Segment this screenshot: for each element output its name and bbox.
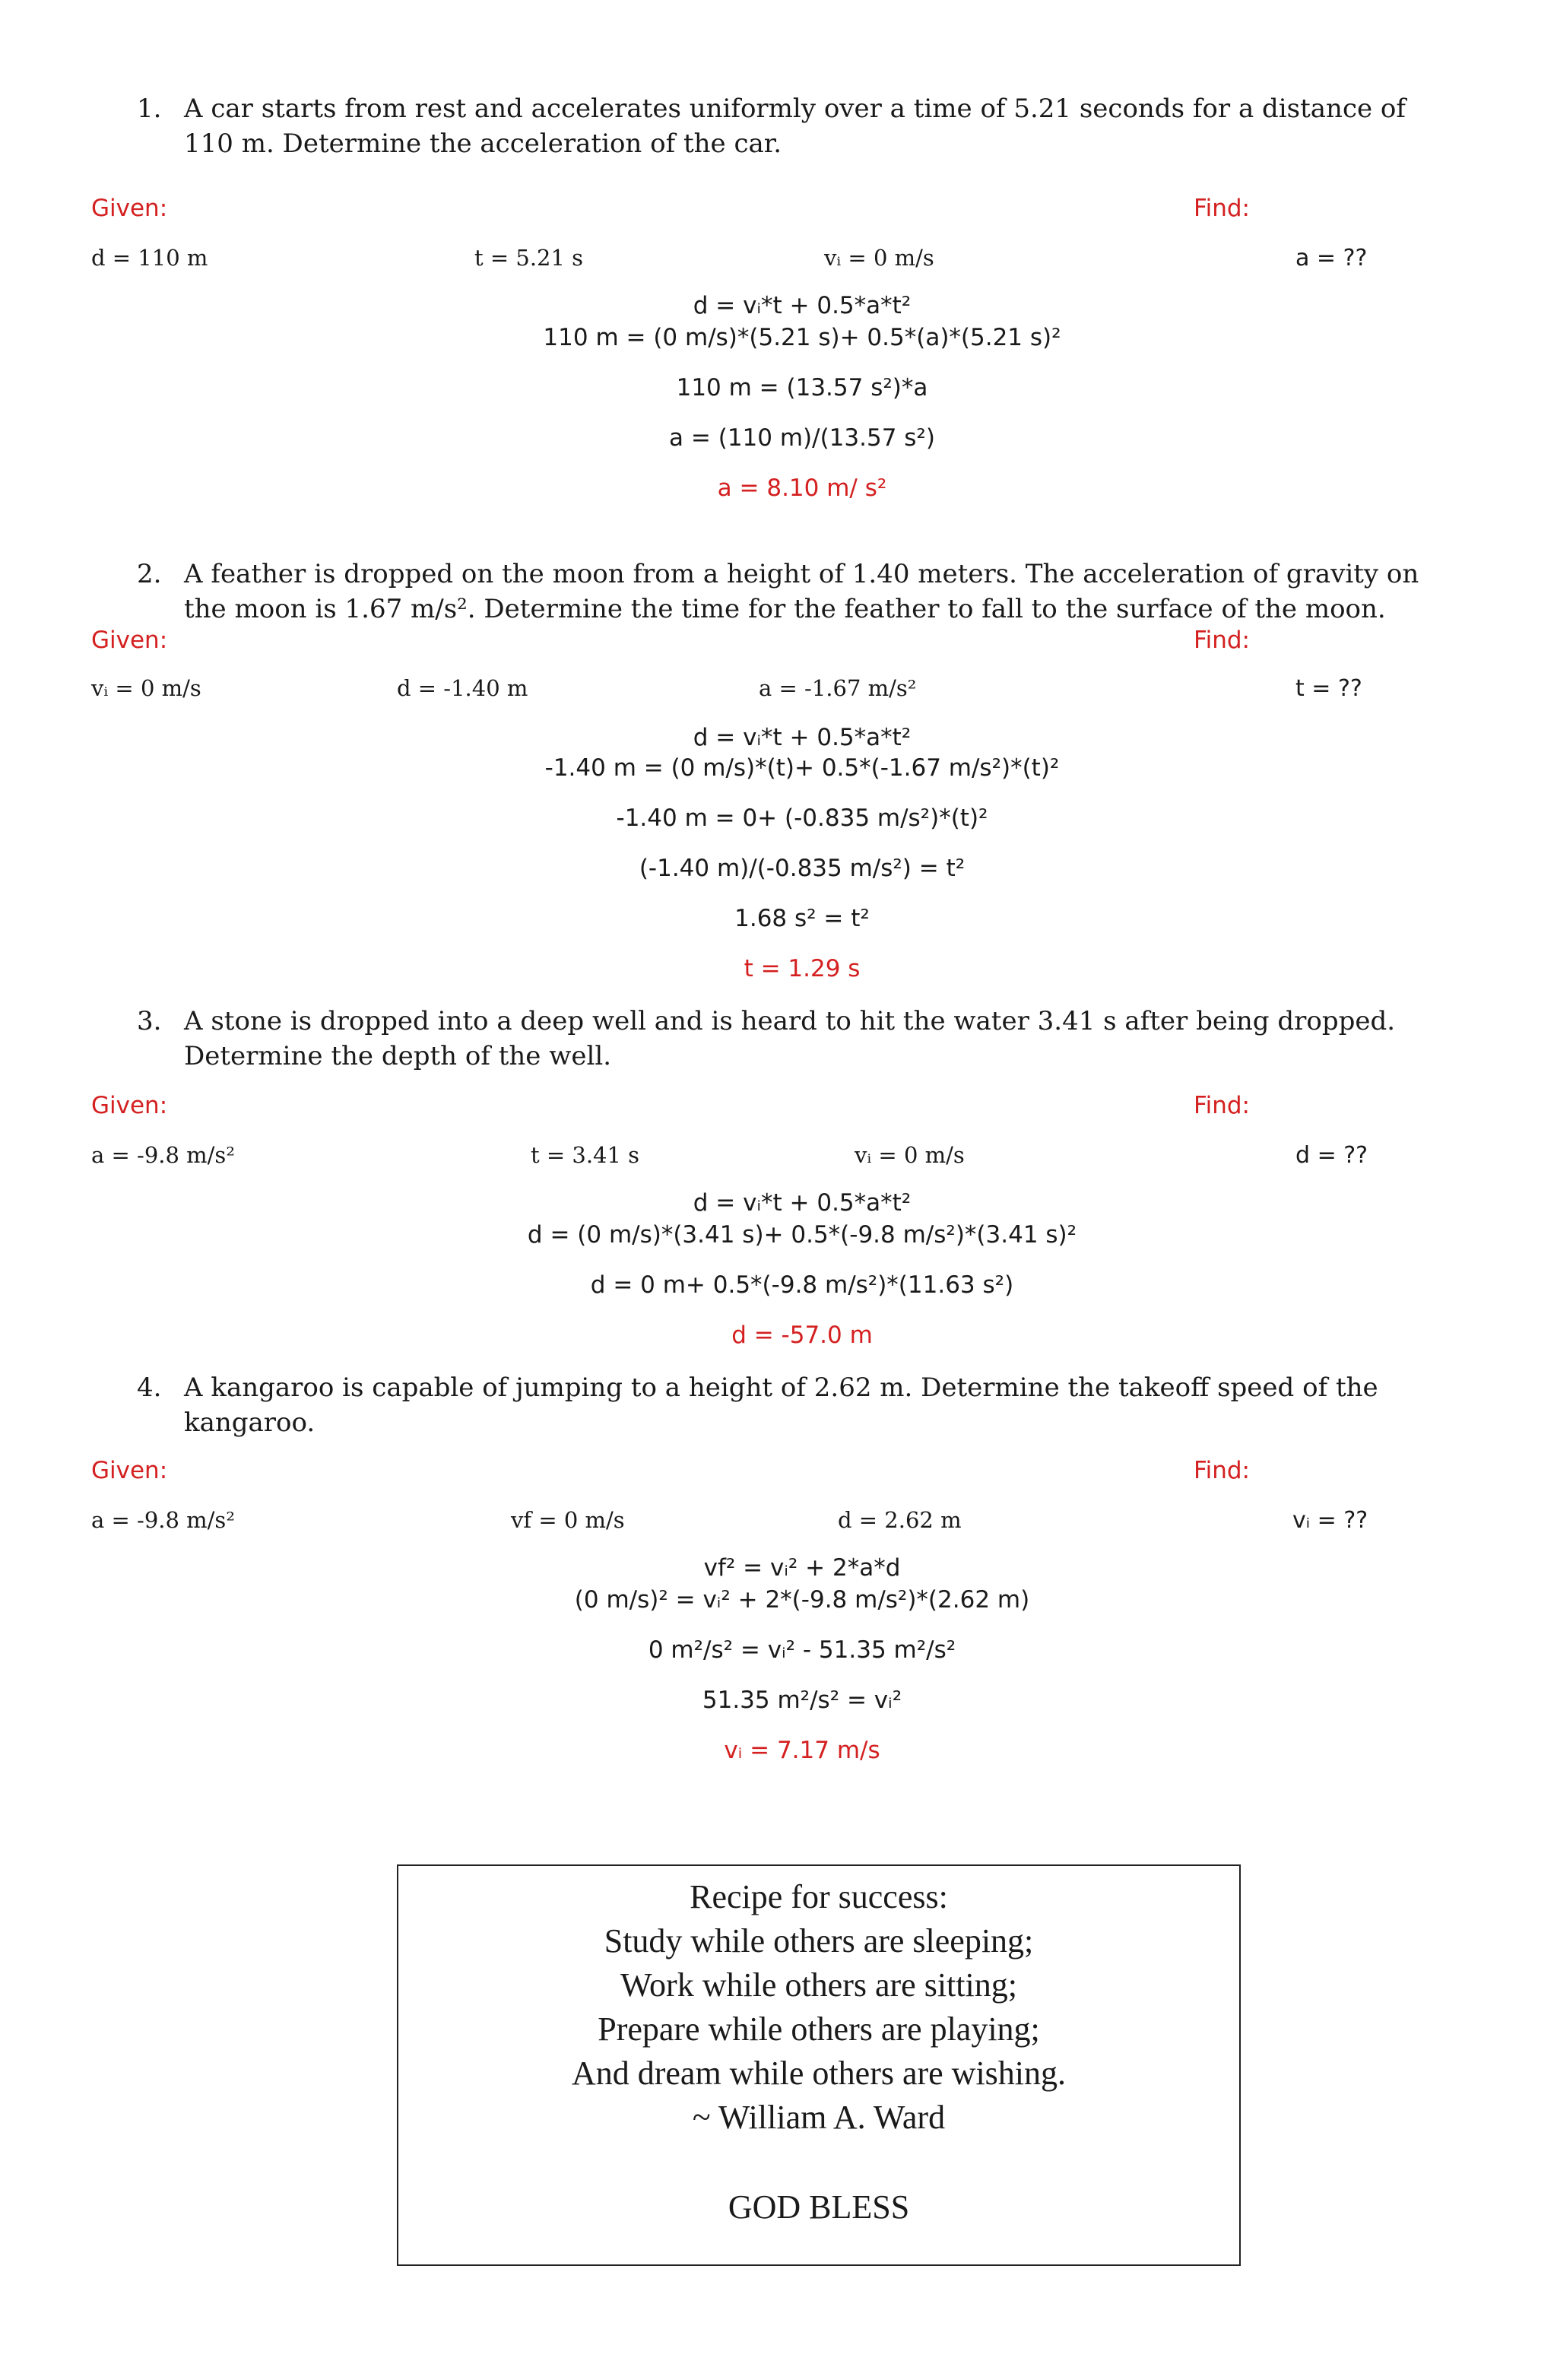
spacer [398,2140,1239,2185]
question-3 [137,1004,1444,1074]
question-2 [137,557,1444,627]
equation-step: d = vᵢ*t + 0.5*a*t² [693,724,912,751]
find-value: a = ?? [1295,245,1368,271]
question-number: 4. [137,1372,162,1403]
given-value: t = 5.21 s [474,245,584,271]
equation-step: 0 m²/s² = vᵢ² - 51.35 m²/s² [648,1636,956,1664]
given-value: vᵢ = 0 m/s [855,1142,965,1168]
answer: vᵢ = 7.17 m/s [724,1737,880,1764]
blessing: GOD BLESS [728,2188,910,2226]
given-label: Given: [91,1092,168,1119]
question-number: 1. [137,94,162,124]
given-value: d = -1.40 m [397,675,528,701]
question-number: 2. [137,559,162,589]
find-label: Find: [1194,627,1250,654]
given-label: Given: [91,195,168,222]
equation-step: d = (0 m/s)*(3.41 s)+ 0.5*(-9.8 m/s²)*(3.41 s)² [527,1221,1077,1249]
equation-step: (-1.40 m)/(-0.835 m/s²) = t² [639,855,966,882]
given-label: Given: [91,1457,168,1484]
given-value: t = 3.41 s [531,1142,640,1168]
question-text: A stone is dropped into a deep well and is heard to hit the water 3.41 s after being dropped. Determine the depth of the well. [184,1006,1396,1071]
answer: a = 8.10 m/ s² [717,474,887,502]
given-value: a = -9.8 m/s² [91,1142,235,1168]
question-text: A kangaroo is capable of jumping to a height of 2.62 m. Determine the takeoff speed of the kangaroo. [184,1372,1378,1438]
equation-step: a = (110 m)/(13.57 s²) [669,424,935,452]
find-value: t = ?? [1295,675,1362,702]
equation-step: (0 m/s)² = vᵢ² + 2*(-9.8 m/s²)*(2.62 m) [574,1586,1030,1614]
equation-step: d = vᵢ*t + 0.5*a*t² [693,292,912,319]
given-value: vf = 0 m/s [511,1507,625,1533]
question-1 [137,91,1444,161]
answer: t = 1.29 s [744,955,861,982]
question-text: A feather is dropped on the moon from a height of 1.40 meters. The acceleration of gravity on the moon is 1.67 m/s². Determine the time for the feather to fall to the surface of the moon. [184,559,1419,624]
equation-step: -1.40 m = (0 m/s)*(t)+ 0.5*(-1.67 m/s²)*(t)² [544,754,1060,782]
quote-line: Work while others are sitting; [620,1966,1017,2004]
given-label: Given: [91,627,168,654]
given-value: vᵢ = 0 m/s [91,675,201,701]
quote-line: Recipe for success: [690,1878,948,1915]
question-number: 3. [137,1006,162,1036]
question-text: A car starts from rest and accelerates uniformly over a time of 5.21 seconds for a distance of 110 m. Determine the acceleration of the car. [184,94,1406,159]
equation-step: -1.40 m = 0+ (-0.835 m/s²)*(t)² [616,804,988,832]
quote-line: And dream while others are wishing. [571,2055,1067,2092]
equation-step: d = 0 m+ 0.5*(-9.8 m/s²)*(11.63 s²) [590,1271,1014,1299]
equation-step: 110 m = (0 m/s)*(5.21 s)+ 0.5*(a)*(5.21 s)² [543,324,1061,351]
equation-step: d = vᵢ*t + 0.5*a*t² [693,1189,912,1217]
equation-step: vf² = vᵢ² + 2*a*d [703,1554,901,1582]
given-value: d = 110 m [91,245,208,271]
equation-step: 110 m = (13.57 s²)*a [676,374,928,401]
find-value: d = ?? [1295,1142,1368,1169]
equation-step: 1.68 s² = t² [734,905,870,932]
find-label: Find: [1194,195,1250,222]
quote-line: Study while others are sleeping; [604,1922,1034,1960]
given-value: a = -1.67 m/s² [759,675,917,701]
given-value: a = -9.8 m/s² [91,1507,235,1533]
answer: d = -57.0 m [731,1322,873,1349]
find-label: Find: [1194,1092,1250,1119]
given-value: vᵢ = 0 m/s [824,245,934,271]
question-4 [137,1370,1444,1440]
find-value: vᵢ = ?? [1292,1507,1368,1534]
equation-step: 51.35 m²/s² = vᵢ² [702,1687,902,1714]
given-value: d = 2.62 m [838,1507,962,1533]
find-label: Find: [1194,1457,1250,1484]
quote-line: Prepare while others are playing; [598,2010,1040,2048]
quote-box [397,1864,1241,2266]
quote-author: ~ William A. Ward [692,2099,946,2136]
